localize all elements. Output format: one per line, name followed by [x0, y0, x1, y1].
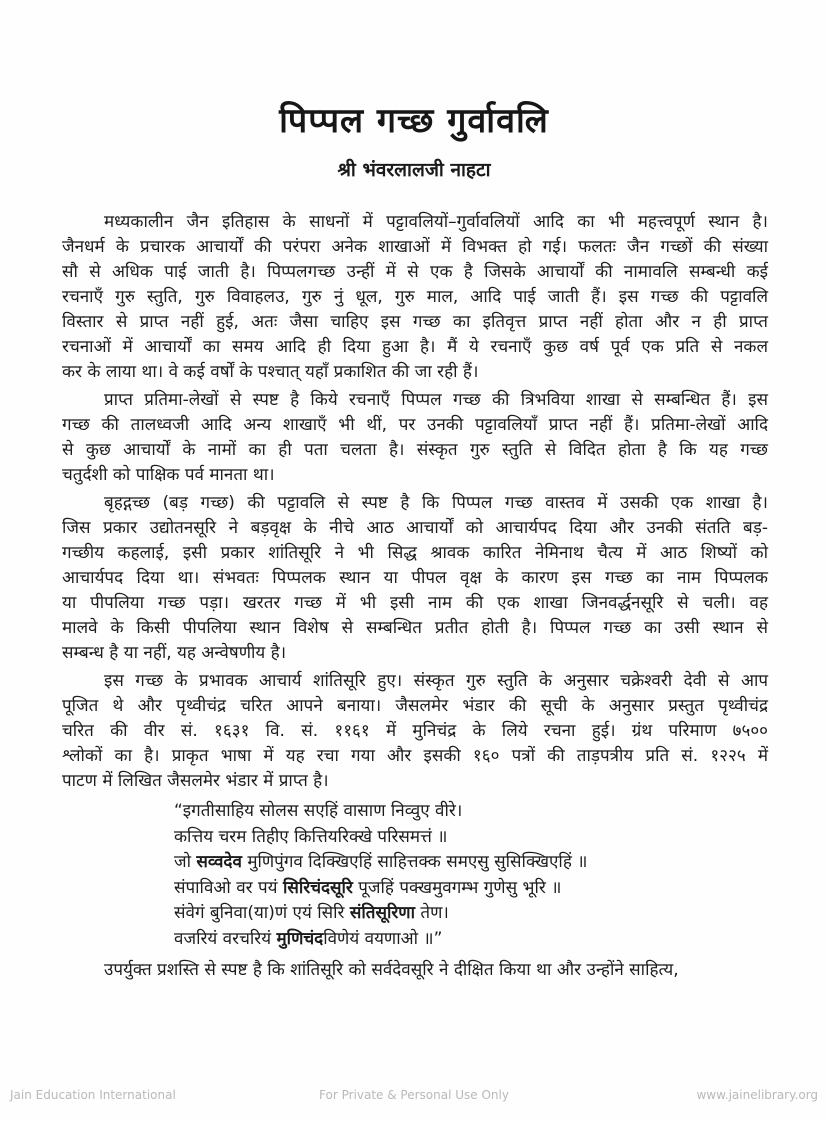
text-line: पाटण में लिखित जैसलमेर भंडार में प्राप्त है। [62, 771, 329, 791]
paragraph-2 [62, 388, 768, 488]
text-line: सम्बन्ध है या नहीं, यह अन्वेषणीय है। [62, 643, 287, 663]
text-line: आचार्यपद दिया था। संभवतः पिप्पलक स्थान या पीपल वृक्ष के कारण इस गच्छ का नाम पिप्पलक [62, 568, 768, 588]
text-line: चरित की वीर सं. १६३१ वि. सं. ११६१ में मुनिचंद्र के लिये रचना हुई। ग्रंथ परिमाण ७५०० [62, 721, 768, 741]
paragraph-4 [62, 669, 768, 794]
closing-paragraph: उपर्युक्त प्रशस्ति से स्पष्ट है कि शांतिसूरि को सर्वदेवसूरि ने दीक्षित किया था और उन्होंने साहित्य, [104, 960, 679, 980]
text-line: कर के लाया था। वे कई वर्षों के पश्चात् यहाँ प्रकाशित की जा रही हैं। [62, 362, 479, 382]
text-line: जिस प्रकार उद्योतनसूरि ने बड़वृक्ष के नीचे आठ आचार्यों को आचार्यपद दिया और उनकी संतति बड़- [62, 518, 768, 538]
text-line: रचनाएँ गुरु स्तुति, गुरु विवाहलउ, गुरु नुं धूल, गुरु माल, आदि पाई जाती हैं। इस गच्छ की पट्टावलि [62, 287, 768, 307]
paragraph-3 [62, 491, 768, 666]
footer [0, 1088, 828, 1108]
text-line: श्लोकों का है। प्राकृत भाषा में यह रचा गया और इसकी १६० पत्रों की ताड़पत्रीय प्रति सं. १२२५ में [62, 746, 768, 766]
text-line: बृहद्गच्छ (बड़ गच्छ) की पट्टावलि से स्पष्ट है कि पिप्पल गच्छ वास्तव में उसकी एक शाखा है। [104, 493, 768, 513]
text-line: इस गच्छ के प्रभावक आचार्य शांतिसूरि हुए। संस्कृत गुरु स्तुति के अनुसार चक्रेश्वरी देवी से आप [104, 671, 768, 691]
footer-publisher: Jain Education International [10, 1088, 176, 1102]
verse-line: संवेगं बुनिवा(या)णं एयं सिरि संतिसूरिणा तेण। [174, 903, 449, 923]
prakrit-verse-block [174, 799, 768, 952]
text-line: से कुछ आचार्यों के नामों का ही पता चलता है। संस्कृत गुरु स्तुति से विदित होता है कि यह गच्छ [62, 440, 768, 460]
text-line: या पीपलिया गच्छ पड़ा। खरतर गच्छ में भी इसी नाम की एक शाखा जिनवर्द्धनसूरि से चली। वह [62, 593, 768, 613]
page-author: श्री भंवरलालजी नाहटा [337, 159, 491, 181]
text-line: मालवे के किसी पीपलिया स्थान विशेष से सम्बन्धित प्रतीत होती है। पिप्पल गच्छ का उसी स्थान से [62, 618, 768, 638]
page-title: पिप्पल गच्छ गुर्वावलि [279, 101, 549, 141]
text-line: पूजित थे और पृथ्वीचंद्र चरित आपने बनाया। जैसलमेर भंडार की सूची के अनुसार प्रस्तुत पृथ्वीचंद्र [62, 696, 768, 716]
text-line: चतुर्दशी को पाक्षिक पर्व मानता था। [62, 465, 275, 485]
footer-website: www.jainelibrary.org [696, 1088, 818, 1102]
verse-line: जो सव्वदेव मुणिपुंगव दिक्खिएहिं साहित्तक्क समएसु सुसिक्खिएहिं ॥ [174, 852, 588, 872]
text-line: मध्यकालीन जैन इतिहास के साधनों में पट्टावलियों–गुर्वावलियों आदि का भी महत्त्वपूर्ण स्थान है। [104, 212, 768, 232]
footer-usage-note: For Private & Personal Use Only [319, 1088, 509, 1102]
paragraph-1 [62, 210, 768, 385]
text-line: प्राप्त प्रतिमा-लेखों से स्पष्ट है किये रचनाएँ पिप्पल गच्छ की त्रिभविया शाखा से सम्बन्धित हैं। इस [104, 390, 768, 410]
text-line: जैनधर्म के प्रचारक आचार्यों की परंपरा अनेक शाखाओं में विभक्त हो गई। फलतः जैन गच्छों की संख्या [62, 237, 768, 257]
verse-line: संपाविओ वर पयं सिरिचंदसूरि पूजहिं पक्खमुवगम्भ गुणेसु भूरि ॥ [174, 877, 562, 898]
verse-line: “इगतीसाहिय सोलस सएहिं वासाण निव्वुए वीरे। [174, 801, 463, 821]
verse-line: वजरियं वरचरियं मुणिचंदविणेयं वयणाओ ॥” [174, 928, 443, 949]
verse-line: कत्तिय चरम तिहीए कित्तियरिक्खे परिसमत्तं ॥ [174, 826, 448, 847]
document-body [62, 210, 768, 983]
text-line: सौ से अधिक पाई जाती है। पिप्पलगच्छ उन्हीं में से एक है जिसके आचार्यों की नामावलि सम्बन्धी कई [62, 262, 768, 282]
text-line: विस्तार से प्राप्त नहीं हुई, अतः जैसा चाहिए इस गच्छ का इतिवृत्त प्राप्त नहीं होता और न ही प्राप्त [62, 312, 768, 332]
text-line: रचनाओं में आचार्यों का समय आदि ही दिया हुआ है। मैं ये रचनाएँ कुछ वर्ष पूर्व एक प्रति से नकल [62, 337, 768, 357]
text-line: गच्छ की तालध्वजी आदि अन्य शाखाएँ भी थीं, पर उनकी पट्टावलियाँ प्राप्त नहीं हैं। प्रतिमा-लेखों आदि [62, 415, 768, 435]
text-line: गच्छीय कहलाई, इसी प्रकार शांतिसूरि ने भी सिद्ध श्रावक कारित नेमिनाथ चैत्य में आठ शिष्यों को [62, 543, 768, 563]
